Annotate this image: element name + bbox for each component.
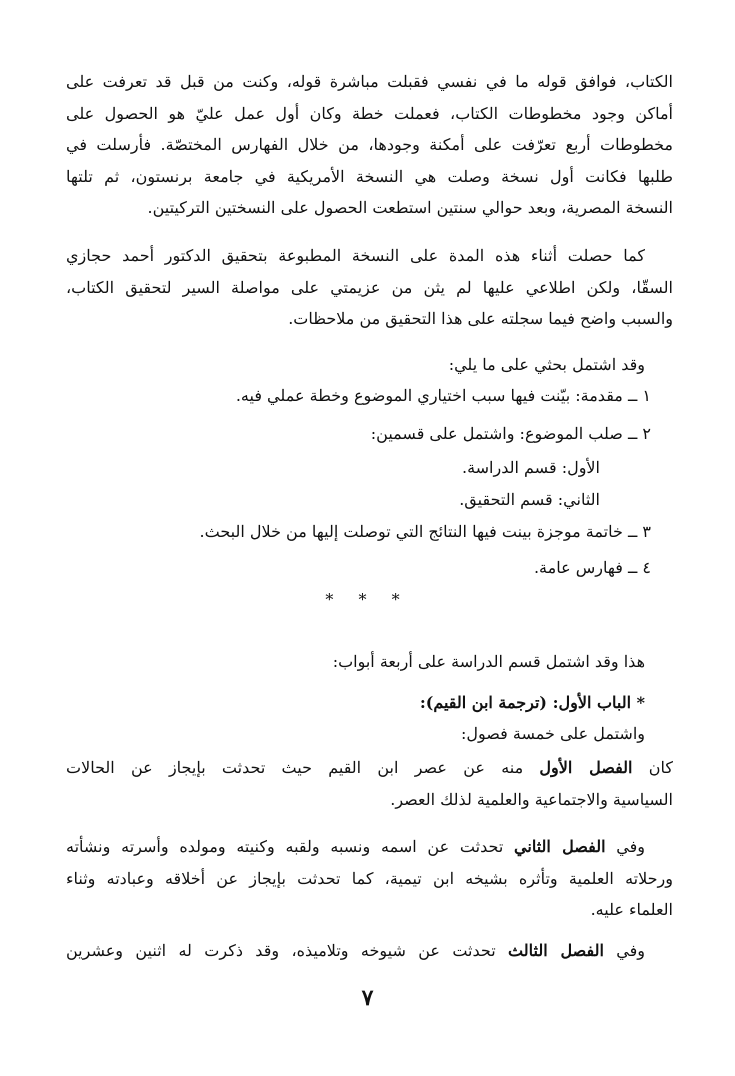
intro-line: الكتاب، فوافق قوله ما في نفسي فقبلت مباشرة قوله، وكنت من قبل قد تعرفت على [66,72,673,91]
chapter2-post: تحدثت عن اسمه ونسبه ولقبه وكنيته ومولده وأسرته ونشأته [66,837,515,856]
chapter3-post: تحدثت عن شيوخه وتلاميذه، وقد ذكرت له اثنين وعشرين [66,941,509,960]
chapter-heading: * الباب الأول: (ترجمة ابن القيم): [419,693,645,712]
chapter1-line [66,752,673,784]
chapter3-label: الفصل الثالث [508,941,604,960]
page-number: ٧ [361,985,374,1011]
printed-line: السقّا، ولكن اطلاعي عليها لم يثن من عزيمتي على مواصلة السير لتحقيق الكتاب، [66,277,673,297]
outline-intro: وقد اشتمل بحثي على ما يلي: [448,355,645,374]
intro-paragraph [66,66,673,224]
chapter3-line [66,935,673,967]
study-intro: هذا وقد اشتمل قسم الدراسة على أربعة أبواب: [332,652,645,671]
printed-edition-paragraph [66,240,673,335]
chapter2-label: الفصل الثاني [514,837,606,856]
intro-line: طلبها فكانت أول نسخة وصلت هي النسخة الأمريكية في جامعة برنستون، ثم تلتها [66,166,673,186]
outline-item-2: ٢ ــ صلب الموضوع: واشتمل على قسمين: [370,424,651,443]
outline-sub-2: الثاني: قسم التحقيق. [459,490,600,509]
intro-line: أماكن وجود مخطوطات الكتاب، فعملت خطة وكان أول عمل عليّ هو الحصول على [66,103,673,123]
chapter1-line: السياسية والاجتماعية والعلمية لذلك العصر. [390,789,673,809]
chapter1-pre: كان [632,758,673,777]
chapter2-pre: وفي [605,837,646,856]
outline-item-1: ١ ــ مقدمة: بيّنت فيها سبب اختياري الموضوع وخطة عملي فيه. [235,386,651,405]
chapter1-paragraph [66,752,673,815]
outline-item-4: ٤ ــ فهارس عامة. [533,558,651,577]
chapter2-paragraph [66,831,673,926]
chapter3-paragraph [66,935,673,967]
section-separator: * * * [325,590,410,609]
chapter1-label: الفصل الأول [539,758,633,777]
printed-line: والسبب واضح فيما سجلته على هذا التحقيق من ملاحظات. [288,309,673,328]
chapter2-line [66,831,673,863]
chapter2-line: العلماء عليه. [590,900,673,919]
outline-item-3: ٣ ــ خاتمة موجزة بينت فيها النتائج التي توصلت إليها من خلال البحث. [199,522,651,541]
intro-line: النسخة المصرية، وبعد حوالي سنتين استطعت الحصول على النسختين التركيتين. [147,198,673,217]
outline-sub-1: الأول: قسم الدراسة. [461,458,600,477]
chapter3-pre: وفي [603,941,646,960]
intro-line: مخطوطات أربع تعرّفت على أمكنة وجودها، من خلال الفهارس المختصّة. فأرسلت في [66,135,673,154]
chapter2-line: ورحلاته العلمية وتأثره بشيخه ابن تيمية، كما تحدثت بإيجاز عن أخلاقه وعبادته وثناء [66,868,673,888]
chapter1-post: منه عن عصر ابن القيم حيث تحدثت بإيجاز عن الحالات [66,758,540,777]
printed-line: كما حصلت أثناء هذه المدة على النسخة المطبوعة بتحقيق الدكتور أحمد حجازي [66,246,645,265]
chapter-subheading: واشتمل على خمسة فصول: [460,724,645,743]
